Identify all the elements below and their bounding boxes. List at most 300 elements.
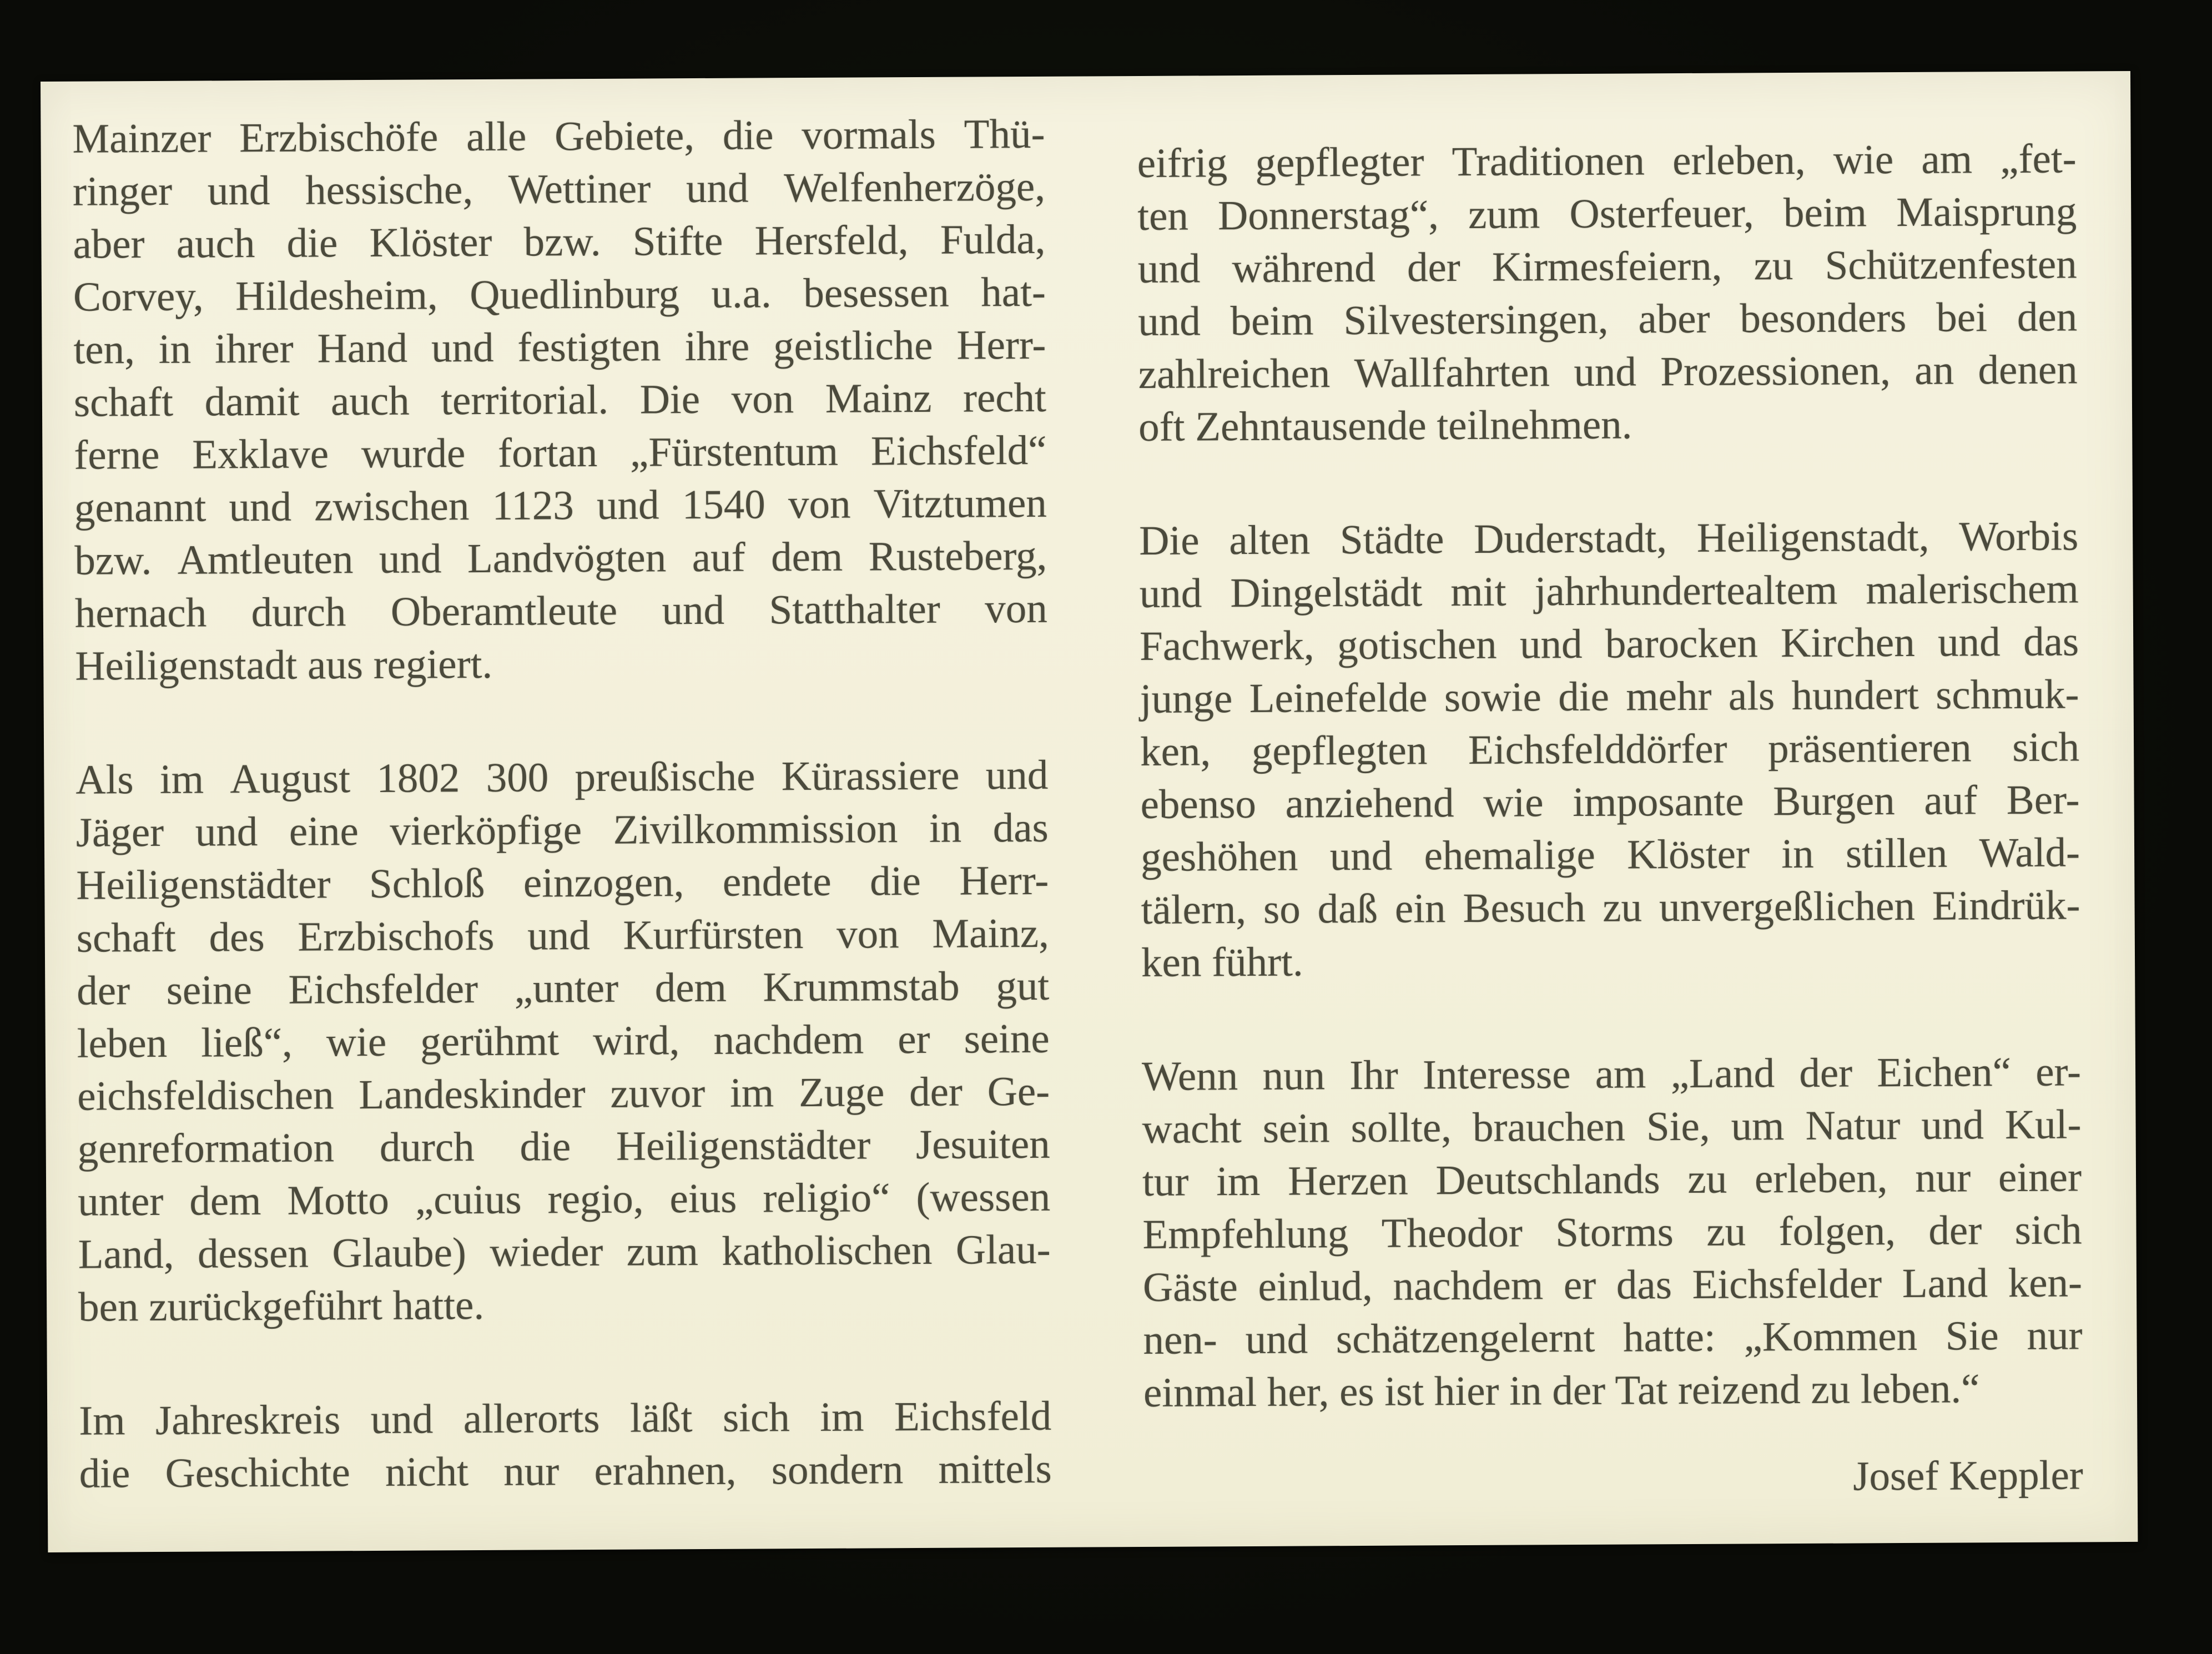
word: dem: [654, 964, 727, 1011]
word: wurde: [361, 430, 466, 477]
word: Eichsfeld: [894, 1393, 1052, 1440]
word: endete: [722, 858, 832, 905]
word: hatte:: [1623, 1314, 1716, 1361]
word: von: [731, 376, 794, 422]
word: zum: [1468, 191, 1540, 238]
text-line: [1138, 290, 2077, 348]
word: die: [722, 112, 774, 159]
word: dem: [770, 533, 843, 581]
word: sein: [1262, 1105, 1330, 1152]
word: Städte: [1339, 516, 1444, 563]
word: gotischen: [1337, 621, 1497, 669]
word: tälern,: [1141, 886, 1247, 933]
word: eifrig: [1137, 140, 1228, 187]
word: sollte,: [1351, 1105, 1452, 1152]
word: und: [1245, 1316, 1308, 1363]
word: nicht: [385, 1449, 469, 1495]
word: einer: [1998, 1154, 2082, 1201]
word: Erzbischöfe: [239, 114, 439, 162]
word: Leinefelde: [1249, 674, 1428, 722]
text-line: [1141, 826, 2080, 884]
word: wieder: [490, 1228, 603, 1275]
word: Heiligenstadt,: [1696, 513, 1929, 561]
word: Ber-: [2006, 776, 2080, 824]
word: sich: [2014, 1207, 2082, 1254]
word: Wettiner: [508, 165, 651, 213]
word: und: [229, 483, 292, 531]
word: imposante: [1573, 778, 1744, 826]
word: Glau-: [955, 1226, 1051, 1273]
text-line: [73, 213, 1045, 271]
word: unter: [78, 1178, 164, 1225]
word: nur: [2027, 1312, 2083, 1359]
word: hundert: [1791, 672, 1919, 719]
word: „unter: [514, 965, 619, 1012]
word: sowie: [1444, 674, 1542, 721]
word: auf: [692, 534, 745, 581]
word: im: [820, 1394, 864, 1440]
word: nur: [1915, 1154, 1971, 1201]
word: er-: [2035, 1048, 2082, 1095]
word: durch: [251, 589, 346, 636]
word: erleben,: [1754, 1155, 1888, 1202]
word: Geschichte: [165, 1449, 350, 1496]
word: Burgen: [1772, 778, 1895, 825]
word: schmuk-: [1936, 671, 2079, 718]
word: und: [1138, 298, 1201, 345]
word: ferne: [74, 431, 160, 478]
word: aber: [73, 221, 145, 268]
word: Zivilkommission: [613, 805, 898, 853]
word: und: [431, 324, 494, 371]
word: Kürassiere: [781, 752, 960, 800]
word: als: [1728, 673, 1775, 719]
word: im: [729, 1070, 774, 1116]
word: der: [909, 1068, 963, 1116]
text-line: [79, 1390, 1051, 1448]
word: und: [1519, 621, 1583, 668]
word: Exklave: [192, 431, 329, 478]
text-line: [1139, 562, 2078, 620]
word: Silvestersingen,: [1343, 296, 1609, 344]
word: Herzen: [1287, 1157, 1408, 1204]
text-line: [77, 1012, 1050, 1070]
word: des: [209, 914, 265, 961]
word: Osterfeuer,: [1569, 190, 1754, 238]
word: festigten: [517, 324, 661, 371]
word: tur: [1142, 1158, 1189, 1205]
word: Landeskinder: [359, 1071, 586, 1118]
word: alten: [1229, 517, 1311, 564]
word: und: [379, 536, 442, 582]
word: der: [1407, 244, 1460, 291]
word: territorial.: [441, 376, 609, 424]
word: bei: [1936, 294, 1988, 341]
word: zu: [1687, 1156, 1727, 1203]
word: das: [2023, 618, 2079, 665]
word: der: [1928, 1207, 1982, 1254]
word: der: [77, 967, 130, 1014]
text-line: [1143, 1256, 2082, 1314]
word: gepflegter: [1255, 139, 1424, 186]
text-line: [73, 319, 1046, 376]
word: Welfenherzöge,: [783, 163, 1046, 211]
word: Schloß: [369, 860, 485, 907]
word: Prozessionen,: [1660, 347, 1891, 395]
word: die: [286, 220, 338, 266]
word: schaft: [73, 379, 174, 426]
word: ein: [1394, 885, 1446, 932]
word: Wald-: [1979, 829, 2080, 876]
author-signature: Josef Keppler: [1853, 1452, 2083, 1500]
word: in: [158, 326, 192, 372]
word: in: [929, 805, 962, 851]
word: eine: [289, 808, 359, 855]
word: Maisprung: [1896, 188, 2077, 236]
word: und: [1139, 570, 1202, 617]
word: nachdem: [713, 1016, 864, 1063]
word: zu: [1754, 243, 1793, 289]
word: Oberamtleute: [390, 587, 618, 635]
word: erleben,: [1672, 137, 1806, 184]
word: leben: [77, 1020, 168, 1067]
word: recht: [963, 374, 1047, 421]
word: Wenn: [1141, 1053, 1238, 1100]
word: Fachwerk,: [1139, 622, 1314, 669]
word: Rusteberg,: [868, 532, 1047, 580]
text-line: [73, 266, 1046, 324]
word: Eichsfelddörfer: [1468, 725, 1727, 773]
word: sondern: [771, 1446, 904, 1494]
text-line: [1137, 238, 2077, 295]
word: die: [869, 858, 921, 905]
word: und: [1921, 1102, 1984, 1148]
word: ebenso: [1140, 780, 1257, 828]
word: läßt: [629, 1395, 693, 1441]
text-line: [78, 1223, 1050, 1281]
text-line: oft Zehntausende teilnehmen.: [1138, 401, 1632, 450]
text-line: [77, 907, 1049, 965]
word: in: [1781, 830, 1814, 878]
word: Donnerstag“,: [1217, 191, 1439, 239]
text-line: [1142, 1045, 2081, 1103]
word: malerischem: [1866, 566, 2079, 613]
word: beim: [1230, 297, 1314, 345]
word: und: [370, 1396, 434, 1443]
word: Hand: [317, 325, 408, 372]
paragraph: [1139, 510, 2080, 989]
word: sich: [722, 1394, 790, 1441]
word: „cuius: [415, 1176, 522, 1223]
word: schaft: [76, 914, 177, 961]
word: ließ“,: [201, 1019, 293, 1066]
word: Quedlinburg: [470, 271, 680, 319]
word: Eichen“: [1877, 1049, 2012, 1096]
word: die: [520, 1123, 571, 1170]
word: Landvögten: [467, 534, 667, 582]
word: einzogen,: [523, 859, 684, 906]
word: auf: [1924, 777, 1978, 824]
word: das: [1616, 1262, 1672, 1308]
text-line: [73, 160, 1045, 218]
text-line: [1142, 1203, 2082, 1261]
word: einlud,: [1258, 1263, 1373, 1310]
word: wie: [1483, 779, 1544, 826]
word: während: [1232, 244, 1375, 292]
word: stillen: [1845, 830, 1948, 877]
word: Klöster: [369, 219, 492, 266]
word: Motto: [287, 1177, 390, 1224]
word: katholischen: [722, 1227, 933, 1274]
word: er: [898, 1016, 930, 1063]
word: durch: [379, 1124, 475, 1171]
word: zum: [626, 1228, 699, 1275]
word: und: [1329, 833, 1393, 880]
word: Land,: [78, 1231, 174, 1278]
paragraph: [79, 1390, 1052, 1500]
word: und: [1937, 619, 2001, 665]
word: Kirchen: [1780, 619, 1915, 667]
word: am: [1595, 1051, 1646, 1097]
word: alle: [466, 113, 527, 160]
word: das: [992, 804, 1049, 851]
word: Sie: [1945, 1313, 1999, 1359]
word: mittels: [938, 1445, 1052, 1492]
text-line: [74, 477, 1047, 534]
word: August: [230, 755, 351, 803]
word: „Fürstentum: [629, 428, 839, 476]
word: damit: [204, 378, 300, 425]
word: Interesse: [1422, 1051, 1571, 1098]
word: Hersfeld,: [754, 217, 909, 264]
word: ten: [1137, 193, 1189, 239]
text-line: [1143, 1309, 2082, 1366]
word: so: [1263, 886, 1301, 932]
word: 1540: [682, 481, 765, 528]
word: Fulda,: [940, 216, 1046, 263]
paragraph: [75, 749, 1051, 1334]
word: bzw.: [523, 218, 601, 265]
word: von: [788, 481, 851, 528]
text-line: [75, 749, 1048, 806]
word: zu: [1603, 884, 1642, 931]
paragraph: [1137, 132, 2078, 453]
word: Dingelstädt: [1230, 569, 1423, 617]
word: der: [1799, 1050, 1853, 1096]
word: preußische: [575, 753, 755, 801]
word: zu: [1706, 1208, 1746, 1255]
word: ken-: [2008, 1259, 2083, 1307]
text-line: [74, 371, 1046, 429]
word: bzw.: [74, 537, 152, 584]
word: unvergeßlichen: [1659, 883, 1916, 931]
text-line: [76, 801, 1049, 859]
word: gepflegten: [1251, 727, 1428, 774]
word: geshöhen: [1140, 833, 1298, 880]
word: Jesuiten: [915, 1121, 1050, 1168]
text-line: [1140, 773, 2079, 831]
word: und: [207, 167, 270, 214]
text-line: [78, 1171, 1050, 1228]
word: Theodor: [1381, 1209, 1523, 1257]
word: schätzengelernt: [1336, 1314, 1595, 1363]
word: Kul-: [2004, 1101, 2082, 1148]
text-line: [72, 108, 1045, 165]
word: im: [159, 756, 204, 803]
text-line: [1137, 132, 2077, 190]
text-line: [1142, 1098, 2081, 1156]
text-line: [74, 424, 1046, 482]
word: Eindrük-: [1932, 882, 2080, 929]
word: zahlreichen: [1138, 350, 1331, 397]
word: Glaube): [332, 1229, 467, 1277]
word: gerühmt: [420, 1018, 560, 1065]
word: und: [1574, 349, 1637, 396]
word: „Kommen: [1744, 1313, 1918, 1360]
word: Eichsfelder: [288, 966, 478, 1013]
word: wird,: [592, 1017, 680, 1064]
word: wie: [1833, 137, 1894, 183]
text-line: [1138, 343, 2077, 401]
word: religio“: [763, 1174, 890, 1222]
word: hessische,: [305, 167, 473, 214]
word: und: [686, 165, 749, 212]
word: Worbis: [1959, 513, 2079, 560]
word: Land: [1902, 1260, 1988, 1307]
word: Als: [75, 757, 134, 803]
word: Herr-: [956, 321, 1046, 369]
word: am: [1921, 136, 1973, 183]
text-line: [1140, 668, 2079, 725]
word: Deutschlands: [1435, 1156, 1660, 1204]
word: und: [195, 809, 258, 855]
word: und: [985, 752, 1049, 799]
word: folgen,: [1778, 1208, 1896, 1255]
word: die: [1558, 673, 1610, 720]
text-line: [75, 582, 1047, 640]
word: nur: [503, 1448, 560, 1495]
word: Herr-: [959, 857, 1049, 904]
word: Vitztumen: [873, 480, 1047, 527]
word: junge: [1140, 675, 1233, 722]
word: mit: [1450, 568, 1506, 616]
word: besessen: [803, 269, 949, 317]
word: erahnen,: [594, 1447, 737, 1494]
word: Sie,: [1646, 1103, 1710, 1150]
word: beim: [1783, 189, 1867, 236]
word: 1123: [492, 482, 574, 529]
word: geistliche: [773, 322, 933, 370]
word: Gebiete,: [554, 113, 695, 160]
word: seine: [166, 967, 253, 1013]
word: Corvey,: [73, 273, 204, 320]
word: die: [79, 1450, 130, 1497]
text-line: [1140, 615, 2079, 673]
word: Eichsfeld“: [870, 427, 1047, 475]
word: Kirmesfeiern,: [1492, 243, 1722, 290]
word: auch: [330, 377, 410, 425]
word: Ihr: [1349, 1052, 1398, 1099]
word: Gäste: [1142, 1264, 1238, 1310]
word: er: [1563, 1262, 1596, 1309]
text-line: [77, 1118, 1050, 1176]
word: wie: [326, 1018, 387, 1066]
text-line: [77, 1065, 1050, 1123]
word: Jäger: [75, 809, 164, 856]
left-text-column: [72, 108, 1052, 1500]
word: Im: [79, 1398, 125, 1444]
word: präsentieren: [1767, 724, 1972, 772]
text-line: [1141, 879, 2080, 936]
word: ihrer: [214, 325, 294, 372]
word: den: [2017, 294, 2078, 340]
word: seine: [964, 1015, 1050, 1062]
word: Krummstab: [763, 963, 960, 1011]
text-line: [1139, 510, 2078, 567]
word: ihre: [684, 323, 750, 370]
word: mehr: [1626, 673, 1712, 720]
word: „Land: [1670, 1050, 1775, 1097]
word: von: [836, 911, 899, 957]
word: hernach: [74, 589, 207, 637]
word: dessen: [197, 1230, 309, 1277]
word: Erzbischofs: [298, 912, 495, 960]
word: besonders: [1740, 294, 1907, 342]
text-line: [74, 530, 1047, 587]
word: anziehend: [1285, 780, 1454, 827]
word: Wallfahrten: [1354, 349, 1550, 397]
word: Amtleuten: [177, 536, 354, 583]
word: von: [985, 585, 1047, 632]
word: (wessen: [916, 1173, 1051, 1221]
text-line: [1142, 1151, 2082, 1208]
word: Traditionen: [1452, 138, 1645, 185]
word: vormals: [802, 111, 936, 159]
word: ten,: [73, 326, 135, 373]
text-line: ben zurückgeführt hatte.: [78, 1282, 485, 1330]
word: „fet-: [2000, 135, 2077, 183]
word: Mainz: [825, 375, 932, 422]
word: Klöster: [1626, 831, 1750, 878]
word: hat-: [981, 269, 1046, 316]
word: und: [596, 482, 659, 528]
word: Thü-: [964, 110, 1045, 158]
word: u.a.: [711, 270, 772, 317]
text-line: [77, 960, 1049, 1017]
word: auch: [176, 220, 255, 267]
word: Hildesheim,: [235, 272, 438, 320]
word: an: [1914, 347, 1954, 394]
word: vierköpfige: [390, 807, 582, 854]
word: nun: [1262, 1052, 1326, 1099]
right-text-column: [1137, 132, 2083, 1506]
word: Natur: [1805, 1102, 1901, 1149]
word: 300: [486, 754, 549, 801]
word: Die: [1139, 517, 1200, 564]
word: aber: [1638, 295, 1710, 342]
word: Heiligenstädter: [76, 861, 331, 909]
word: nachdem: [1393, 1262, 1544, 1309]
word: Mainzer: [72, 115, 211, 162]
word: und: [662, 587, 725, 634]
word: Schützenfesten: [1825, 241, 2077, 289]
word: Mainz,: [932, 910, 1049, 957]
word: ringer: [72, 168, 173, 215]
text-line: [1137, 185, 2077, 243]
word: zwischen: [314, 483, 470, 530]
word: allerorts: [463, 1395, 600, 1443]
word: Storms: [1555, 1209, 1674, 1256]
